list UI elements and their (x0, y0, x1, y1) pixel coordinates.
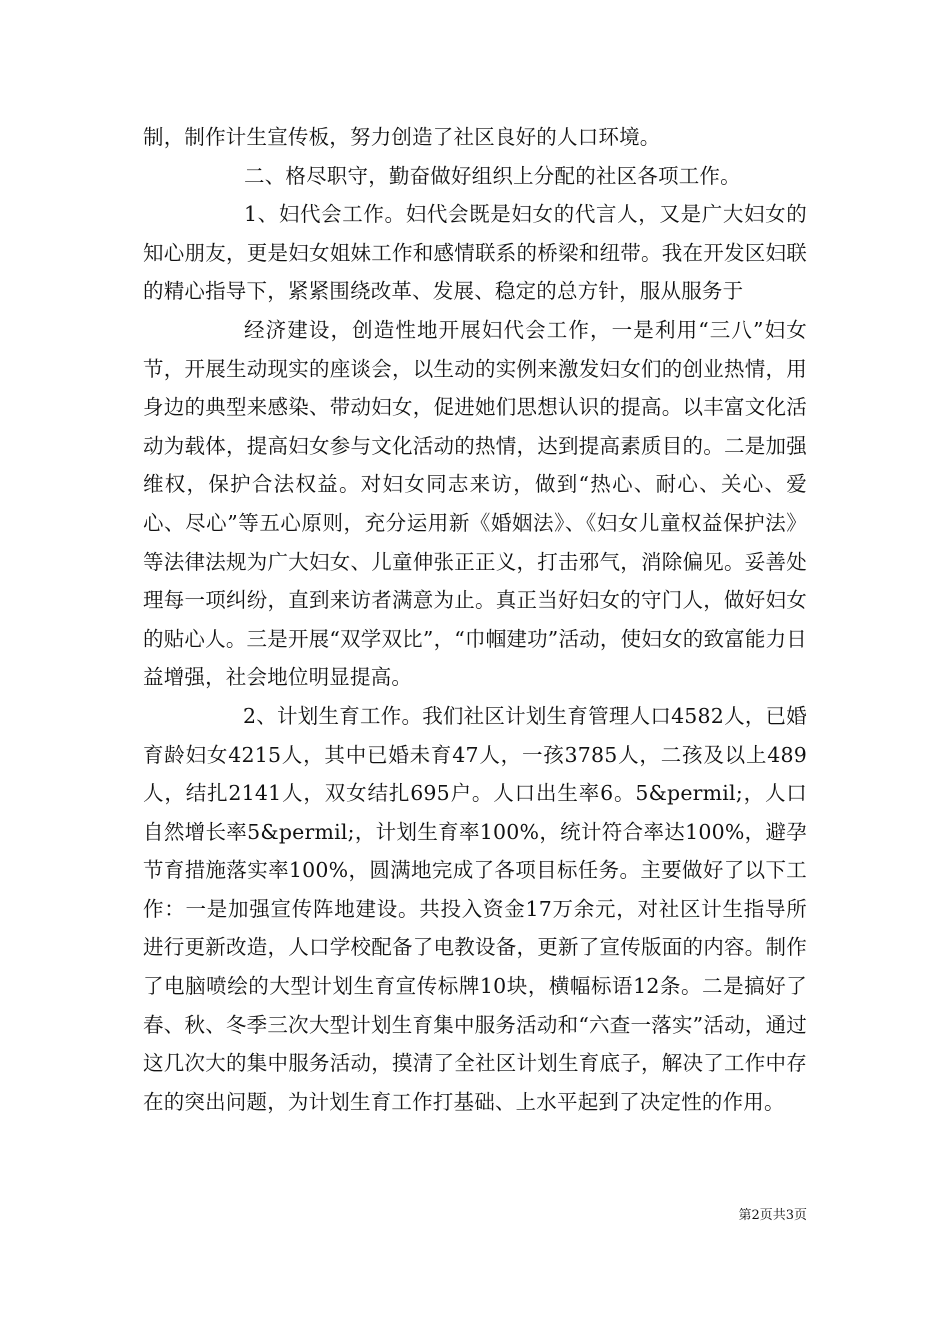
section-heading: 二、格尽职守，勤奋做好组织上分配的社区各项工作。 (244, 163, 741, 188)
paragraph-women-congress-intro: 1、妇代会工作。妇代会既是妇女的代言人，又是广大妇女的知心朋友，更是妇女姐妹工作和感情联系的桥梁和纽带。我在开发区妇联的精心指导下，紧紧围绕改革、发展、稳定的总方针，服从服务于 (143, 202, 807, 304)
paragraph-continuation: 制，制作计生宣传板，努力创造了社区良好的人口环境。 (143, 125, 661, 149)
paragraph-family-planning: 2、计划生育工作。我们社区计划生育管理人口4582人，已婚育龄妇女4215人，其中已婚未育47人，一孩3785人，二孩及以上489人，结扎2141人，双女结扎695户。人口出生率6。5&permil;，人口自然增长率5&permil;，计划生育率100%，统计符合率达100%，避孕节育措施落实率100%，圆满地完成了各项目标任务。主要做好了以下工作：一是加强宣传阵地建设。共投入资金17万余元，对社区计生指导所进行更新改造，人口学校配备了电教设备，更新了宣传版面的内容。制作了电脑喷绘的大型计划生育宣传标牌10块，横幅标语12条。二是搞好了春、秋、冬季三次大型计划生育集中服务活动和“六查一落实”活动，通过这几次大的集中服务活动，摸清了全社区计划生育底子，解决了工作中存在的突出问题，为计划生育工作打基础、上水平起到了决定性的作用。 (143, 703, 807, 1114)
page-footer: 第2页共3页 (738, 1208, 807, 1223)
document-body (143, 118, 807, 1121)
paragraph-women-congress-details: 经济建设，创造性地开展妇代会工作，一是利用“三八”妇女节，开展生动现实的座谈会，以生动的实例来激发妇女们的创业热情，用身边的典型来感染、带动妇女，促进她们思想认识的提高。以丰富文化活动为载体，提高妇女参与文化活动的热情，达到提高素质目的。二是加强维权，保护合法权益。对妇女同志来访，做到“热心、耐心、关心、爱心、尽心”等五心原则，充分运用新《婚姻法》、《妇女儿童权益保护法》等法律法规为广大妇女、儿童伸张正正义，打击邪气，消除偏见。妥善处理每一项纠纷，直到来访者满意为止。真正当好妇女的守门人，做好妇女的贴心人。三是开展“双学双比”，“巾帼建功”活动，使妇女的致富能力日益增强，社会地位明显提高。 (143, 317, 807, 690)
